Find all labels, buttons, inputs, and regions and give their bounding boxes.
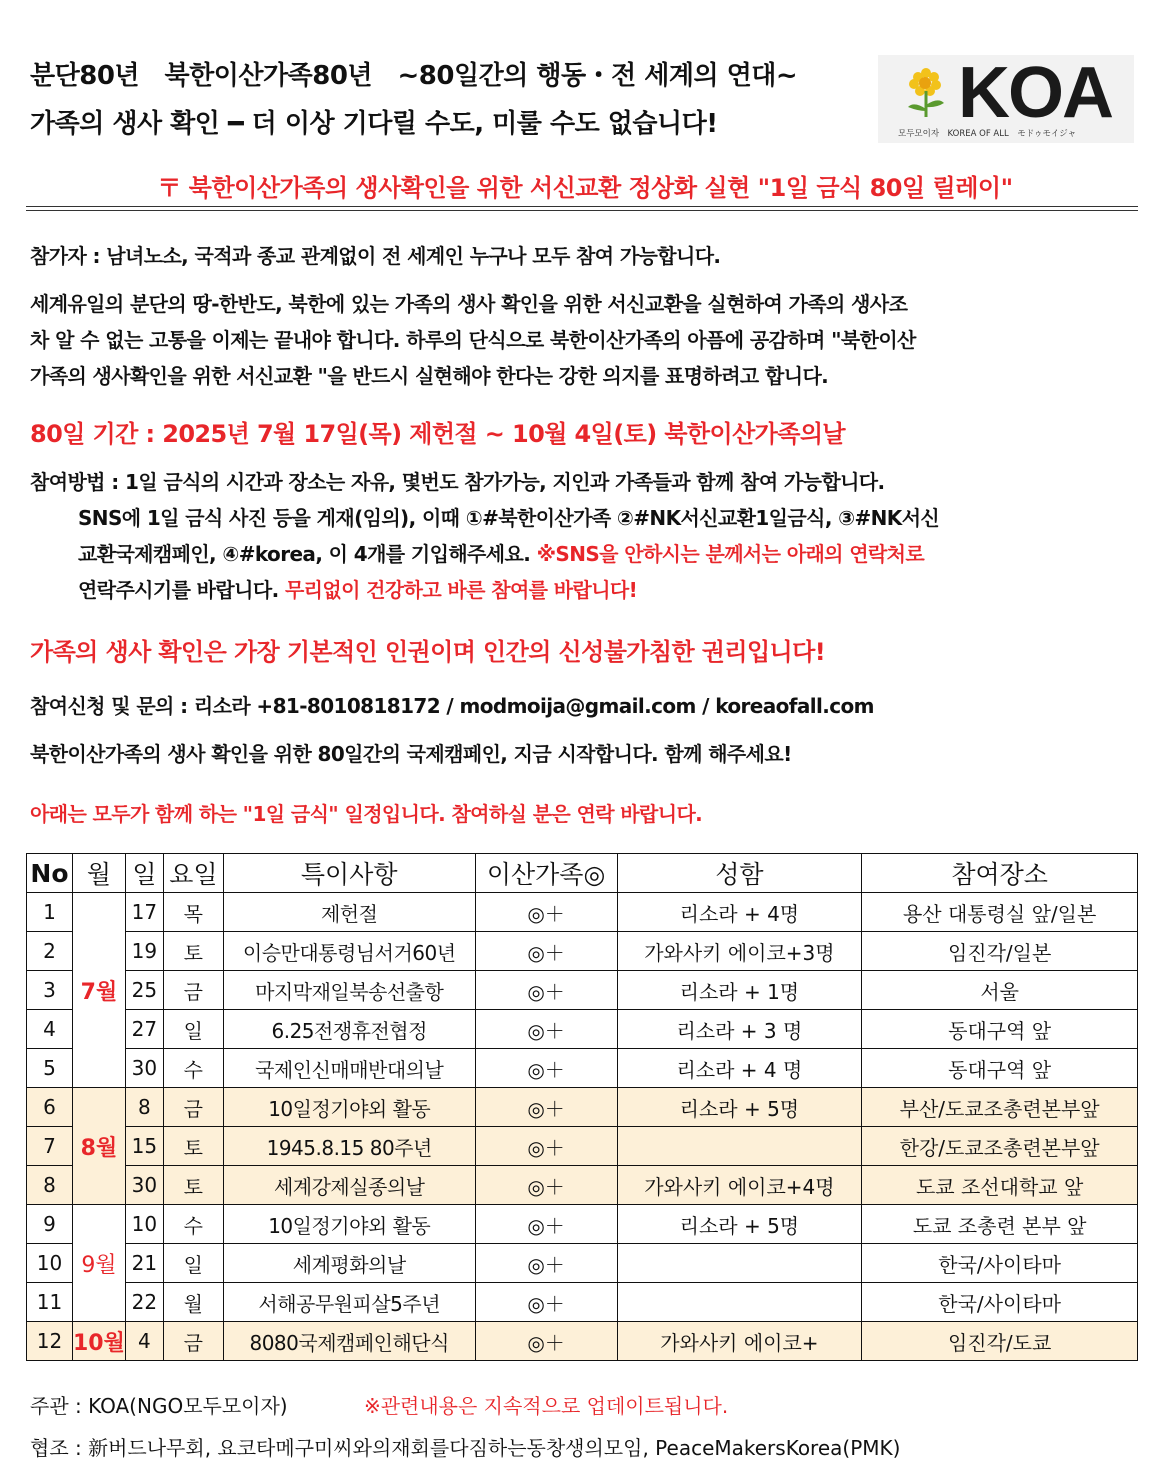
schedule-table bbox=[26, 853, 1138, 1361]
row-note: 10일정기야외 활동 bbox=[223, 1088, 475, 1127]
row-weekday: 목 bbox=[163, 893, 223, 932]
row-note: 세계평화의날 bbox=[223, 1244, 475, 1283]
row-day: 27 bbox=[125, 1010, 163, 1049]
method-text: 연락주시기를 바랍니다. bbox=[78, 578, 285, 602]
footer-support: 협조 : 新버드나무회, 요코타메구미씨와의재회를다짐하는동창생의모임, PeaceMakersKorea(PMK) bbox=[30, 1436, 901, 1460]
row-no: 2 bbox=[27, 932, 73, 971]
row-weekday: 금 bbox=[163, 1322, 223, 1361]
row-no: 8 bbox=[27, 1166, 73, 1205]
row-name: 가와사키 에이코+ bbox=[617, 1322, 862, 1361]
table-row bbox=[27, 1322, 1138, 1361]
col-header: 요일 bbox=[163, 854, 223, 893]
divider bbox=[26, 210, 1138, 211]
row-place: 용산 대통령실 앞/일본 bbox=[862, 893, 1138, 932]
month-cell: 10월 bbox=[72, 1322, 125, 1361]
table-row bbox=[27, 932, 1138, 971]
table-row bbox=[27, 1127, 1138, 1166]
header-line-2: 가족의 생사 확인 ━ 더 이상 기다릴 수도, 미룰 수도 없습니다! bbox=[30, 109, 718, 139]
footer-host: 주관 : KOA(NGO모두모이자) bbox=[30, 1394, 288, 1418]
row-weekday: 일 bbox=[163, 1244, 223, 1283]
row-day: 30 bbox=[125, 1166, 163, 1205]
campaign-period: 80일 기간 : 2025년 7월 17일(목) 제헌절 ~ 10월 4일(토) 북한이산가족의날 bbox=[30, 420, 845, 448]
row-family: ◎＋ bbox=[475, 1088, 617, 1127]
row-name: 가와사키 에이코+4명 bbox=[617, 1166, 862, 1205]
row-no: 6 bbox=[27, 1088, 73, 1127]
intro-line: 차 알 수 없는 고통을 이제는 끝내야 합니다. 하루의 단식으로 북한이산가족의 아픔에 공감하며 "북한이산 bbox=[30, 328, 916, 352]
human-rights-statement: 가족의 생사 확인은 가장 기본적인 인권이며 인간의 신성불가침한 권리입니다! bbox=[30, 638, 826, 666]
table-row bbox=[27, 971, 1138, 1010]
row-note: 국제인신매매반대의날 bbox=[223, 1049, 475, 1088]
row-family: ◎＋ bbox=[475, 1049, 617, 1088]
row-family: ◎＋ bbox=[475, 1283, 617, 1322]
method-line: 참여방법 : 1일 금식의 시간과 장소는 자유, 몇번도 참가가능, 지인과 가족들과 함께 참여 가능합니다. bbox=[30, 470, 885, 494]
row-family: ◎＋ bbox=[475, 1127, 617, 1166]
row-weekday: 금 bbox=[163, 1088, 223, 1127]
participants: 참가자 : 남녀노소, 국적과 종교 관계없이 전 세계인 누구나 모두 참여 가능합니다. bbox=[30, 244, 721, 268]
method-note: ※SNS을 안하시는 분께서는 아래의 연락처로 bbox=[536, 542, 925, 566]
method-text: 교환국제캠페인, ④#korea, 이 4개를 기입해주세요. bbox=[78, 542, 537, 566]
row-day: 4 bbox=[125, 1322, 163, 1361]
row-day: 8 bbox=[125, 1088, 163, 1127]
table-row bbox=[27, 1205, 1138, 1244]
row-name: 리소라 + 3 명 bbox=[617, 1010, 862, 1049]
contact-info: 참여신청 및 문의 : 리소라 +81-8010818172 / modmoija@gmail.com / koreaofall.com bbox=[30, 694, 874, 718]
method-line: SNS에 1일 금식 사진 등을 게재(임의), 이때 ①#북한이산가족 ②#NK서신교환1일금식, ③#NK서신 bbox=[78, 506, 940, 530]
row-note: 10일정기야외 활동 bbox=[223, 1205, 475, 1244]
table-row bbox=[27, 1244, 1138, 1283]
col-header: 이산가족◎ bbox=[475, 854, 617, 893]
method-line bbox=[30, 536, 1140, 572]
row-name: 리소라 + 4 명 bbox=[617, 1049, 862, 1088]
table-row bbox=[27, 1049, 1138, 1088]
footer-update-note: ※관련내용은 지속적으로 업데이트됩니다. bbox=[363, 1394, 729, 1418]
row-family: ◎＋ bbox=[475, 971, 617, 1010]
row-place: 서울 bbox=[862, 971, 1138, 1010]
row-day: 22 bbox=[125, 1283, 163, 1322]
koa-logo bbox=[878, 55, 1134, 143]
row-place: 도쿄 조총련 본부 앞 bbox=[862, 1205, 1138, 1244]
table-row bbox=[27, 1283, 1138, 1322]
row-name: 리소라 + 5명 bbox=[617, 1205, 862, 1244]
row-day: 15 bbox=[125, 1127, 163, 1166]
row-note: 세계강제실종의날 bbox=[223, 1166, 475, 1205]
row-day: 10 bbox=[125, 1205, 163, 1244]
row-family: ◎＋ bbox=[475, 1322, 617, 1361]
row-place: 도쿄 조선대학교 앞 bbox=[862, 1166, 1138, 1205]
row-no: 1 bbox=[27, 893, 73, 932]
col-header: 참여장소 bbox=[862, 854, 1138, 893]
row-no: 7 bbox=[27, 1127, 73, 1166]
row-no: 9 bbox=[27, 1205, 73, 1244]
row-day: 21 bbox=[125, 1244, 163, 1283]
campaign-start: 북한이산가족의 생사 확인을 위한 80일간의 국제캠페인, 지금 시작합니다. 함께 해주세요! bbox=[30, 742, 792, 766]
row-place: 한강/도쿄조총련본부앞 bbox=[862, 1127, 1138, 1166]
table-row bbox=[27, 1010, 1138, 1049]
row-family: ◎＋ bbox=[475, 932, 617, 971]
row-name: 가와사키 에이코+3명 bbox=[617, 932, 862, 971]
row-no: 5 bbox=[27, 1049, 73, 1088]
dandelion-icon bbox=[896, 61, 956, 121]
month-cell: 9월 bbox=[72, 1205, 125, 1322]
month-cell: 7월 bbox=[72, 893, 125, 1088]
schedule-note: 아래는 모두가 함께 하는 "1일 금식" 일정입니다. 참여하실 분은 연락 바랍니다. bbox=[30, 802, 703, 826]
col-header: 월 bbox=[72, 854, 125, 893]
table-header-row bbox=[27, 854, 1138, 893]
row-note: 이승만대통령님서거60년 bbox=[223, 932, 475, 971]
table-row bbox=[27, 1166, 1138, 1205]
row-family: ◎＋ bbox=[475, 1010, 617, 1049]
row-note: 마지막재일북송선출항 bbox=[223, 971, 475, 1010]
intro-line: 세계유일의 분단의 땅-한반도, 북한에 있는 가족의 생사 확인을 위한 서신교환을 실현하여 가족의 생사조 bbox=[30, 292, 908, 316]
row-weekday: 금 bbox=[163, 971, 223, 1010]
table-row bbox=[27, 1088, 1138, 1127]
row-name bbox=[617, 1127, 862, 1166]
row-place: 한국/사이타마 bbox=[862, 1244, 1138, 1283]
intro-paragraph bbox=[30, 286, 1140, 394]
divider bbox=[26, 206, 1138, 207]
header-line-1: 분단80년 북한이산가족80년 ~80일간의 행동・전 세계의 연대~ bbox=[30, 61, 798, 91]
row-place: 한국/사이타마 bbox=[862, 1283, 1138, 1322]
method-note: 무리없이 건강하고 바른 참여를 바랍니다! bbox=[284, 578, 638, 602]
row-day: 17 bbox=[125, 893, 163, 932]
row-name bbox=[617, 1283, 862, 1322]
row-no: 11 bbox=[27, 1283, 73, 1322]
row-weekday: 토 bbox=[163, 1166, 223, 1205]
intro-line: 가족의 생사확인을 위한 서신교환 "을 반드시 실현해야 한다는 강한 의지를 표명하려고 합니다. bbox=[30, 364, 829, 388]
row-family: ◎＋ bbox=[475, 1244, 617, 1283]
month-cell: 8월 bbox=[72, 1088, 125, 1205]
row-place: 동대구역 앞 bbox=[862, 1049, 1138, 1088]
header bbox=[30, 52, 860, 148]
row-family: ◎＋ bbox=[475, 1166, 617, 1205]
row-weekday: 월 bbox=[163, 1283, 223, 1322]
logo-subtitle: 모두모이자 KOREA OF ALL モドゥモイジャ bbox=[898, 129, 1077, 139]
row-no: 12 bbox=[27, 1322, 73, 1361]
col-header: 일 bbox=[125, 854, 163, 893]
col-header: 성함 bbox=[617, 854, 862, 893]
row-note: 서해공무원피살5주년 bbox=[223, 1283, 475, 1322]
row-place: 동대구역 앞 bbox=[862, 1010, 1138, 1049]
row-weekday: 토 bbox=[163, 932, 223, 971]
row-note: 제헌절 bbox=[223, 893, 475, 932]
row-name: 리소라 + 5명 bbox=[617, 1088, 862, 1127]
table-row bbox=[27, 893, 1138, 932]
row-day: 19 bbox=[125, 932, 163, 971]
row-place: 임진각/도쿄 bbox=[862, 1322, 1138, 1361]
row-name: 리소라 + 1명 bbox=[617, 971, 862, 1010]
row-no: 4 bbox=[27, 1010, 73, 1049]
row-weekday: 수 bbox=[163, 1205, 223, 1244]
row-family: ◎＋ bbox=[475, 1205, 617, 1244]
row-place: 임진각/일본 bbox=[862, 932, 1138, 971]
footer-host-line bbox=[30, 1390, 728, 1419]
row-note: 8080국제캠페인해단식 bbox=[223, 1322, 475, 1361]
row-no: 10 bbox=[27, 1244, 73, 1283]
row-name bbox=[617, 1244, 862, 1283]
row-note: 1945.8.15 80주년 bbox=[223, 1127, 475, 1166]
row-no: 3 bbox=[27, 971, 73, 1010]
row-weekday: 수 bbox=[163, 1049, 223, 1088]
row-weekday: 토 bbox=[163, 1127, 223, 1166]
logo-brand: KOA bbox=[958, 53, 1112, 133]
participation-method bbox=[30, 464, 1140, 608]
method-line bbox=[30, 572, 1140, 608]
row-name: 리소라 + 4명 bbox=[617, 893, 862, 932]
campaign-title: 〒 북한이산가족의 생사확인을 위한 서신교환 정상화 실현 "1일 금식 80일 릴레이" bbox=[157, 174, 1013, 202]
row-day: 25 bbox=[125, 971, 163, 1010]
row-day: 30 bbox=[125, 1049, 163, 1088]
col-header: 특이사항 bbox=[223, 854, 475, 893]
row-weekday: 일 bbox=[163, 1010, 223, 1049]
row-place: 부산/도쿄조총련본부앞 bbox=[862, 1088, 1138, 1127]
row-note: 6.25전쟁휴전협정 bbox=[223, 1010, 475, 1049]
col-header: No bbox=[27, 854, 73, 893]
row-family: ◎＋ bbox=[475, 893, 617, 932]
